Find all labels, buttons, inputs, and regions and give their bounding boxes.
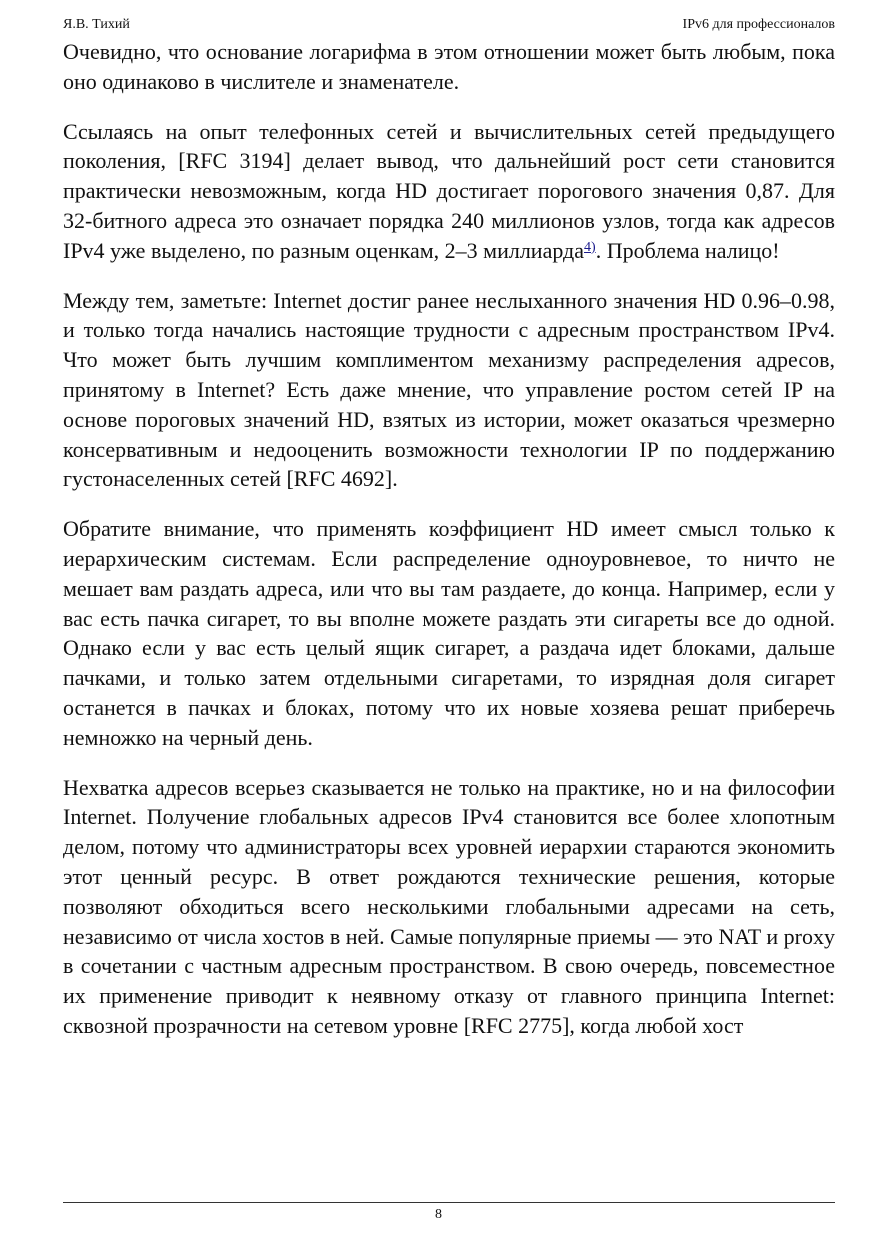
header-book-title: IPv6 для профессионалов [682, 17, 835, 32]
paragraph-1: Очевидно, что основание логарифма в этом отношении может быть любым, пока оно одинаково в числителе и знаменателе. [63, 39, 835, 94]
paragraph-2 [63, 117, 835, 266]
running-header [63, 15, 835, 35]
page-body [63, 37, 835, 1061]
page-number: 8 [435, 1207, 442, 1222]
paragraph-2-text-before: Ссылаясь на опыт телефонных сетей и вычислительных сетей предыдущего поколения, [RFC 3194] делает вывод, что дальнейший рост сети становится практически невозможным, когда HD достигает порогового значения 0,87. Для 32-битного адреса это означает порядка 240 миллионов узлов, тогда как адресов IPv4 уже выделено, по разным оценкам, 2–3 миллиарда [63, 118, 835, 263]
paragraph-2-text-after: . Проблема налицо! [595, 237, 780, 263]
paragraph-4: Обратите внимание, что применять коэффициент HD имеет смысл только к иерархическим системам. Если распределение одноуровневое, то ничто не мешает вам раздать адреса, или что вы там раздаете, до конца. Например, если у вас есть пачка сигарет, то вы вполне можете раздать эти сигареты все до одной. Однако если у вас есть целый ящик сигарет, а раздача идет блоками, дальше пачками, и только затем отдельными сигаретами, то изрядная доля сигарет останется в пачках и блоках, потому что их новые хозяева решат приберечь немножко на черный день. [63, 516, 835, 750]
header-author: Я.В. Тихий [63, 17, 130, 32]
footnote-link-4[interactable]: 4) [584, 239, 596, 255]
paragraph-3: Между тем, заметьте: Internet достиг ранее неслыханного значения HD 0.96–0.98, и только тогда начались настоящие трудности с адресным пространством IPv4. Что может быть лучшим комплиментом механизму распределения адресов, принятому в Internet? Есть даже мнение, что управление ростом сетей IP на основе пороговых значений HD, взятых из истории, может оказаться чрезмерно консервативным и недооценить возможности технологии IP по поддержанию густонаселенных сетей [RFC 4692]. [63, 287, 835, 492]
paragraph-5: Нехватка адресов всерьез сказывается не только на практике, но и на философии Internet. Получение глобальных адресов IPv4 становится все более хлопотным делом, потому что администраторы всех уровней иерархии стараются экономить этот ценный ресурс. В ответ рождаются технические решения, которые позволяют обходиться всего несколькими глобальными адресами на сеть, независимо от числа хостов в ней. Самые популярные приемы — это NAT и proxy в сочетании с частным адресным пространством. В свою очередь, повсеместное их применение приводит к неявному отказу от главного принципа Internet: сквозной прозрачности на сетевом уровне [RFC 2775], когда любой хост [63, 774, 835, 1038]
footer-divider [63, 1202, 835, 1203]
